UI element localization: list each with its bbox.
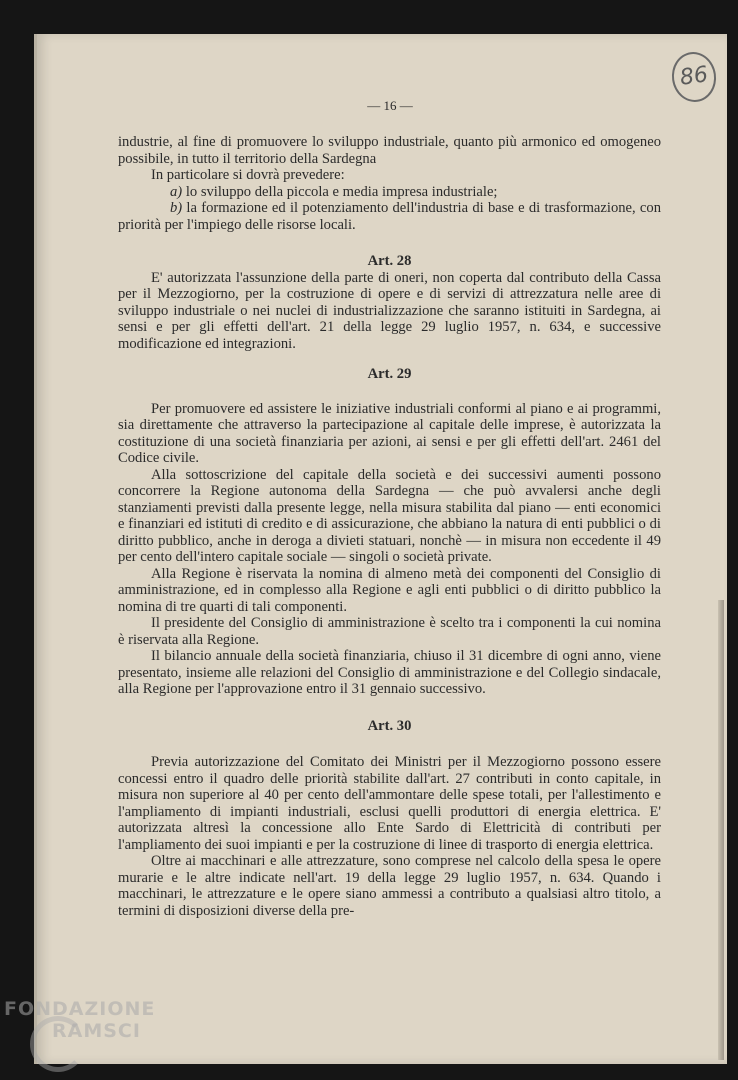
intro-list-item-a — [118, 184, 661, 201]
article-30-paragraph-1: Previa autorizzazione del Comitato dei Ministri per il Mezzogiorno possono essere concessi entro il quadro delle priorità stabilite dall'art. 27 contributi in conto capitale, in misura non superiore al 40 per cento dell'ammontare delle spese totali, per l'allestimento e l'ampliamento di impianti industriali, esclusi quelli produttori di energia elettrica. E' autorizzata altresì la concessione allo Ente Sardo di Elettricità di contributi per l'ampliamento dei suoi impianti e per la costruzione di linee di trasporto di energia elettrica. — [118, 754, 661, 853]
article-30-paragraph-2: Oltre ai macchinari e alle attrezzature, sono comprese nel calcolo della spesa le opere murarie e le altre indicate nell'art. 19 della legge 29 luglio 1957, n. 634. Quando i macchinari, le attrezzature e le opere siano ammessi a contributo a qualsiasi altro titolo, a termini di disposizioni diverse della pre- — [118, 853, 661, 919]
intro-paragraph-2: In particolare si dovrà prevedere: — [151, 167, 345, 183]
page-edge-shadow — [718, 600, 724, 1060]
watermark-line-2: RAMSCI — [52, 1020, 141, 1042]
list-text-a: lo sviluppo della piccola e media impresa industriale; — [182, 183, 498, 200]
article-28-heading: Art. 28 — [367, 253, 412, 269]
list-marker-a: a) — [170, 183, 183, 200]
document-body — [118, 134, 661, 919]
page-number: — 16 — — [367, 98, 413, 113]
article-29-paragraph-4: Il presidente del Consiglio di amministrazione è scelto tra i componenti la cui nomina è riservata alla Regione. — [118, 615, 661, 648]
watermark — [4, 998, 194, 1042]
article-28-paragraph-1: E' autorizzata l'assunzione della parte di oneri, non coperta dal contributo della Cassa per il Mezzogiorno, per la costruzione di opere e di servizi di attrezzatura nelle aree di sviluppo industriale o nei nuclei di industrializzazione che saranno istituiti in Sardegna, ai sensi e per gli effetti dell'art. 21 della legge 29 luglio 1957, n. 634, e successive modificazione ed integrazioni. — [118, 269, 661, 352]
intro-list-item-b — [118, 200, 661, 233]
watermark-line-1: FONDAZIONE — [4, 998, 156, 1020]
article-29-heading: Art. 29 — [367, 366, 412, 382]
article-29-paragraph-3: Alla Regione è riservata la nomina di almeno metà dei componenti del Consiglio di amministrazione, ed in complesso alla Regione e agli enti pubblici o di diritto pubblico la nomina di tre quarti di tali componenti. — [118, 565, 661, 615]
intro-paragraph-1: industrie, al fine di promuovere lo sviluppo industriale, quanto più armonico ed omogeneo possibile, in tutto il territorio della Sardegna — [118, 134, 661, 167]
article-29-paragraph-2: Alla sottoscrizione del capitale della società e dei successivi aumenti possono concorrere la Regione autonoma della Sardegna — che può avvalersi anche degli stanziamenti previsti dalla presente legge, nella misura stabilita dal piano — enti economici e finanziari ed istituti di credito e di assicurazione, che abbiano la natura di enti pubblici o di diritto pubblico, anche in deroga a divieti statuari, nonchè — in misura non eccedente il 49 per cento dell'intero capitale sociale — singoli o società private. — [118, 466, 661, 565]
article-30-heading: Art. 30 — [367, 717, 412, 734]
article-29-paragraph-1: Per promuovere ed assistere le iniziative industriali conformi al piano e ai programmi, sia direttamente che attraverso la partecipazione al capitale delle imprese, è autorizzata la costituzione di una società finanziaria per azioni, ai sensi e per gli effetti dell'art. 2461 del Codice civile. — [118, 400, 661, 466]
article-29-paragraph-5: Il bilancio annuale della società finanziaria, chiuso il 31 dicembre di ogni anno, viene presentato, insieme alle relazioni del Consiglio di amministrazione e del Collegio sindacale, alla Regione per l'approvazione entro il 31 gennaio successivo. — [118, 648, 661, 697]
list-marker-b: b) — [170, 200, 183, 216]
list-text-b: la formazione ed il potenziamento dell'industria di base e di trasformazione, con priorità per l'impiego delle risorse locali. — [118, 200, 661, 233]
folio-number-stamp: 86 — [669, 49, 720, 105]
